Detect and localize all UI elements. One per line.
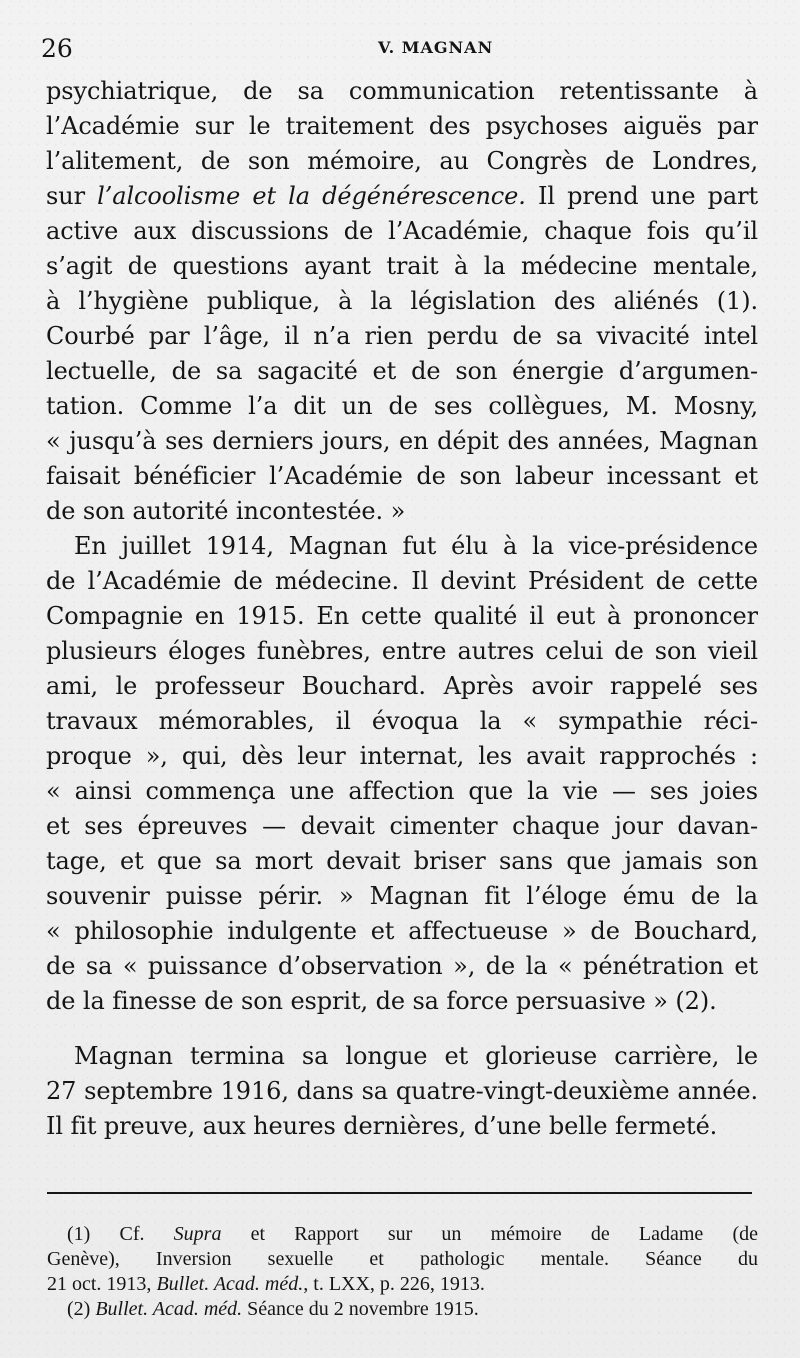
text-line-21: « ainsi commença une affection que la vie — ses joies [46, 777, 758, 805]
paragraph-gap [46, 1019, 758, 1039]
text-line-4 [46, 179, 758, 214]
text-line-14: En juillet 1914, Magnan fut élu à la vice-présidence [74, 532, 758, 560]
text-line-20: proque », qui, dès leur internat, les avait rapprochés : [46, 742, 758, 770]
text-line-26: de sa « puissance d’observation », de la « pénétration et [46, 952, 758, 980]
text-line-23: tage, et que sa mort devait briser sans que jamais son [46, 847, 758, 875]
text-line-15: de l’Académie de médecine. Il devint Président de cette [46, 567, 758, 595]
text-line-9: lectuelle, de sa sagacité et de son énergie d’argumen- [46, 357, 758, 385]
footnotes [47, 1222, 758, 1322]
text-line-29: 27 septembre 1916, dans sa quatre-vingt-deuxième année. [46, 1077, 758, 1105]
footnote-2-text: Séance du 2 novembre 1915. [242, 1298, 479, 1320]
text-line-13: de son autorité incontestée. » [46, 497, 406, 525]
text-line-4-start: sur [46, 182, 98, 210]
running-head: V. MAGNAN [378, 38, 494, 57]
text-line-8: Courbé par l’âge, il n’a rien perdu de sa vivacité intel [46, 322, 758, 350]
text-line-7: à l’hygiène publique, à la législation des aliénés (1). [46, 287, 758, 315]
footnote-1-label: (1) Cf. [67, 1223, 174, 1245]
text-line-19: travaux mémorables, il évoqua la « sympathie réci- [46, 707, 758, 735]
footnote-rule [47, 1192, 752, 1194]
text-line-3: l’alitement, de son mémoire, au Congrès de Londres, [46, 147, 758, 175]
text-line-16: Compagnie en 1915. En cette qualité il eut à prononcer [46, 602, 758, 630]
text-line-22: et ses épreuves — devait cimenter chaque jour davan- [46, 812, 758, 840]
text-line-11: « jusqu’à ses derniers jours, en dépit des années, Magnan [46, 427, 758, 455]
footnote-1-text: et Rapport sur un mémoire de Ladame (de [221, 1223, 758, 1245]
text-line-27: de la finesse de son esprit, de sa force persuasive » (2). [46, 987, 717, 1015]
footnote-1-reference: , t. LXX, p. 226, 1913. [303, 1273, 485, 1295]
footnote-1-italic: Supra [173, 1223, 222, 1245]
italic-title: l’alcoolisme et la dégénérescence. [97, 182, 526, 210]
footnote-1-journal: Bullet. Acad. méd. [156, 1273, 304, 1295]
footnote-line-1 [47, 1222, 758, 1247]
footnote-2-label: (2) [67, 1298, 96, 1320]
page-number: 26 [41, 34, 73, 63]
text-line-1: psychiatrique, de sa communication retentissante à [46, 77, 758, 105]
text-line-5: active aux discussions de l’Académie, chaque fois qu’il [46, 217, 758, 245]
footnote-1-date: 21 oct. 1913, [47, 1273, 157, 1295]
footnote-line-3 [47, 1272, 758, 1297]
footnote-line-4 [47, 1297, 758, 1322]
text-line-30: Il fit preuve, aux heures dernières, d’une belle fermeté. [46, 1112, 718, 1140]
text-line-28: Magnan termina sa longue et glorieuse carrière, le [74, 1042, 758, 1070]
text-line-24: souvenir puisse périr. » Magnan fit l’éloge ému de la [46, 882, 758, 910]
text-line-18: ami, le professeur Bouchard. Après avoir rappelé ses [46, 672, 758, 700]
page-header [41, 35, 752, 63]
text-line-4-end: Il prend une part [525, 182, 758, 210]
footnote-2-journal: Bullet. Acad. méd. [95, 1298, 243, 1320]
text-line-12: faisait bénéficier l’Académie de son labeur incessant et [46, 462, 758, 490]
text-line-6: s’agit de questions ayant trait à la médecine mentale, [46, 252, 758, 280]
text-line-17: plusieurs éloges funèbres, entre autres celui de son vieil [46, 637, 758, 665]
text-line-10: tation. Comme l’a dit un de ses collègues, M. Mosny, [46, 392, 758, 420]
text-line-25: « philosophie indulgente et affectueuse » de Bouchard, [46, 917, 758, 945]
footnote-line-2: Genève), Inversion sexuelle et pathologic mentale. Séance du [47, 1248, 758, 1270]
text-line-2: l’Académie sur le traitement des psychoses aiguës par [46, 112, 758, 140]
main-text [46, 74, 758, 1144]
